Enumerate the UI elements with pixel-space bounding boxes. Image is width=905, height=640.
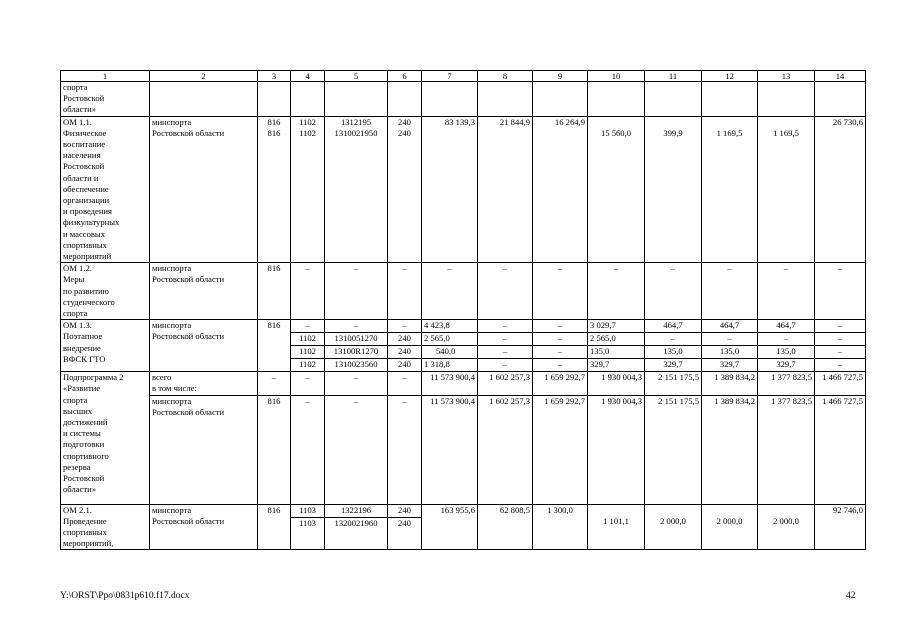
value-cell: 21 844,9: [478, 116, 533, 263]
value-cell: –: [533, 263, 588, 320]
col-header: 2: [150, 71, 258, 82]
value-cell: 1 389 834,2: [702, 372, 758, 395]
value-cell: 399,9: [663, 127, 683, 138]
col-header: 6: [388, 71, 422, 82]
program-name-cell: ОМ 1.1. Физическое воспитание населения Ростовской области и обеспечение организации и проведения физкультурных и массовых спортивных мероприятий: [61, 116, 150, 263]
header-row: [61, 71, 866, 82]
col-header: 12: [702, 71, 758, 82]
table-row: [61, 82, 866, 117]
value-cell: 83 139,3: [422, 116, 478, 263]
value-cell: 1 930 004,3: [588, 372, 645, 395]
value-cell: –: [325, 263, 388, 320]
executor-cell: минспорта Ростовской области: [150, 320, 258, 372]
value-cell: –: [325, 372, 388, 395]
col-header: 4: [291, 71, 325, 82]
value-cell: –: [815, 263, 866, 320]
value-cell: 1 602 257,3: [478, 372, 533, 395]
value-cell: 15 560,0: [600, 127, 632, 138]
page-number: 42: [846, 591, 856, 601]
value-cell: –: [291, 395, 325, 504]
table-row: [61, 372, 866, 395]
target-article-cell: 1312195 1310021950: [325, 116, 388, 263]
program-name-cell: ОМ 1.3. Поэтапное внедрение ВФСК ГТО: [61, 320, 150, 372]
value-cell: –: [588, 263, 645, 320]
value-cell: 816: [258, 395, 291, 504]
executor-cell: минспорта Ростовской области: [150, 395, 258, 504]
value-cell: 2 000,0: [716, 515, 743, 526]
value-cell: 26 730,6: [815, 116, 866, 263]
program-name-cell: Подпрограмма 2 «Развитие спорта высших достижений и системы подготовки спортивного резерва Ростовской области»: [61, 372, 150, 504]
program-name-cell: ОМ 1.2. Меры по развитию студенческого спорта: [61, 263, 150, 320]
value-cell: –: [291, 263, 325, 320]
value-cell: 1 389 834,2: [702, 395, 758, 504]
value-cell: 2 151 175,5: [645, 395, 702, 504]
col-header: 9: [533, 71, 588, 82]
value-cell: 11 573 900,4: [422, 395, 478, 504]
value-cell: 1 169,5: [716, 127, 743, 138]
value-cell: 1 377 823,5: [758, 372, 815, 395]
value-cell: –: [478, 263, 533, 320]
value-cell: –: [702, 263, 758, 320]
table-row: [61, 395, 866, 504]
value-cell: –: [325, 395, 388, 504]
table-row: [61, 263, 866, 320]
value-cell: 16 264,9: [533, 116, 588, 263]
grbs-cell: 816: [258, 320, 291, 372]
value-cell: –: [388, 395, 422, 504]
value-cell: 1 466 727,5: [815, 372, 866, 395]
grbs-cell: 816: [258, 504, 291, 550]
value-cell: 1 377 823,5: [758, 395, 815, 504]
col-header: 3: [258, 71, 291, 82]
table-row: ОМ 2.1. Проведение спортивных мероприятий, минспорта Ростовской области 816 1103 1103 1322196 1320021960 240 240 163 955,6 62 808,5 1 300,0 1 101,1 2 000,0 2 000,0 2 000,0 92 746,0: [61, 504, 866, 550]
executor-cell: минспорта Ростовской области: [150, 504, 258, 550]
value-cell: 11 573 900,4: [422, 372, 478, 395]
col-header: 14: [815, 71, 866, 82]
document-page: [60, 70, 865, 550]
col-header: 10: [588, 71, 645, 82]
executor-cell: минспорта Ростовской области: [150, 263, 258, 320]
col-header: 13: [758, 71, 815, 82]
value-cell: 1 602 257,3: [478, 395, 533, 504]
value-cell: 1 930 004,3: [588, 395, 645, 504]
value-cell: –: [291, 372, 325, 395]
footer-file-path: Y:\ORST\Ppo\0831p610.f17.docx: [60, 591, 190, 601]
budget-table: [60, 70, 866, 550]
value-cell: 163 955,6: [422, 504, 478, 550]
value-cell: 2 000,0: [773, 515, 799, 526]
table-row: ОМ 1.3. Поэтапное внедрение ВФСК ГТО минспорта Ростовской области 816 – 1102 1102 1102 – 1310051270 13100R1270 1310023560 – 240 240 240 4 423,8 2 565,0 540,0 1 318,8 – – – – – – – – 3 029,7 2 565,0 135,0 329,7 464,7 – 135,0 329,7 464,7 – 135,0 329,7 464,7 – 135,0 329,7 – – – –: [61, 320, 866, 372]
section-cell: 1102 1102: [291, 116, 325, 263]
value-cell: 1 466 727,5: [815, 395, 866, 504]
value-cell: 2 000,0: [660, 515, 686, 526]
expense-type-cell: 240 240: [388, 116, 422, 263]
grbs-cell: 816: [258, 263, 291, 320]
col-header: 11: [645, 71, 702, 82]
value-cell: –: [422, 263, 478, 320]
executor-cell: всего в том числе:: [150, 372, 258, 395]
value-cell: 1 300,0: [533, 504, 588, 550]
value-cell: 92 746,0: [815, 504, 866, 550]
value-cell: 1 659 292,7: [533, 395, 588, 504]
grbs-cell: 816 816: [258, 116, 291, 263]
program-name-cell: ОМ 2.1. Проведение спортивных мероприятий,: [61, 504, 150, 550]
table-row: [61, 116, 866, 263]
value-cell: 1 101,1: [603, 515, 629, 526]
col-header: 8: [478, 71, 533, 82]
value-cell: –: [645, 263, 702, 320]
value-cell: 1 169,5: [773, 127, 799, 138]
value-cell: –: [758, 263, 815, 320]
executor-cell: минспорта Ростовской области: [150, 116, 258, 263]
col-header: 5: [325, 71, 388, 82]
program-name-cell: спорта Ростовской области»: [61, 82, 150, 117]
value-cell: –: [388, 263, 422, 320]
value-cell: 62 808,5: [478, 504, 533, 550]
col-header: 1: [61, 71, 150, 82]
value-cell: –: [388, 372, 422, 395]
value-cell: 1 659 292,7: [533, 372, 588, 395]
value-cell: –: [258, 372, 291, 395]
col-header: 7: [422, 71, 478, 82]
value-cell: 2 151 175,5: [645, 372, 702, 395]
